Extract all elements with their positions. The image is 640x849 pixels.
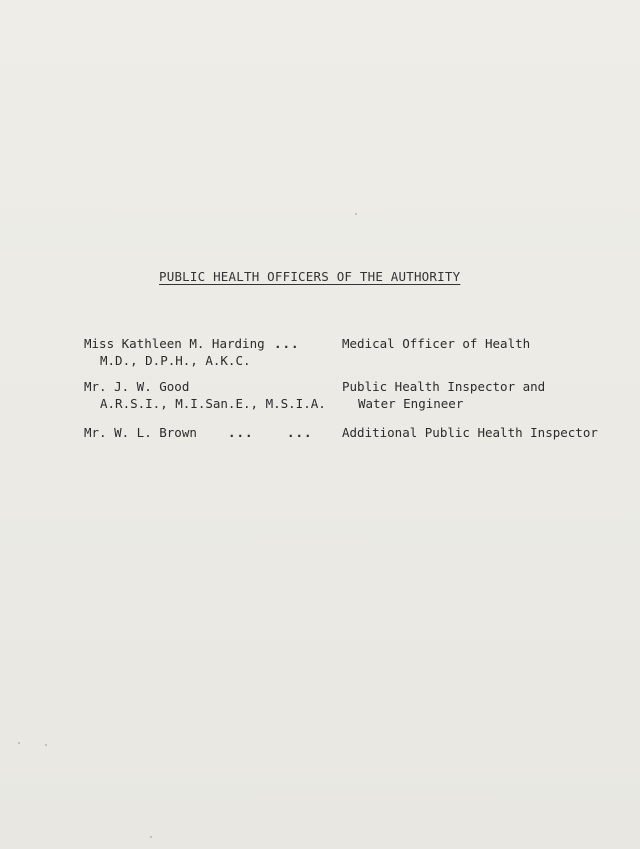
scan-speck <box>150 836 152 838</box>
officer-role: Public Health Inspector and <box>342 379 546 394</box>
officer-qualifications: A.R.S.I., M.I.San.E., M.S.I.A. <box>100 396 326 411</box>
officer-role: Medical Officer of Health <box>342 336 531 351</box>
scan-speck <box>355 213 357 215</box>
officer-name: Mr. W. L. Brown <box>84 425 197 440</box>
leader-dots: ... <box>228 425 254 440</box>
officer-qualifications: M.D., D.P.H., A.K.C. <box>100 353 251 368</box>
leader-dots: ... <box>274 336 300 351</box>
officer-name: Mr. J. W. Good <box>84 379 190 394</box>
scan-speck <box>18 742 20 744</box>
leader-dots: ... <box>287 425 313 440</box>
scan-speck <box>45 744 47 746</box>
officer-name: Miss Kathleen M. Harding <box>84 336 265 351</box>
officer-role: Water Engineer <box>358 396 464 411</box>
page-heading: PUBLIC HEALTH OFFICERS OF THE AUTHORITY <box>159 269 461 284</box>
officer-role: Additional Public Health Inspector <box>342 425 598 440</box>
